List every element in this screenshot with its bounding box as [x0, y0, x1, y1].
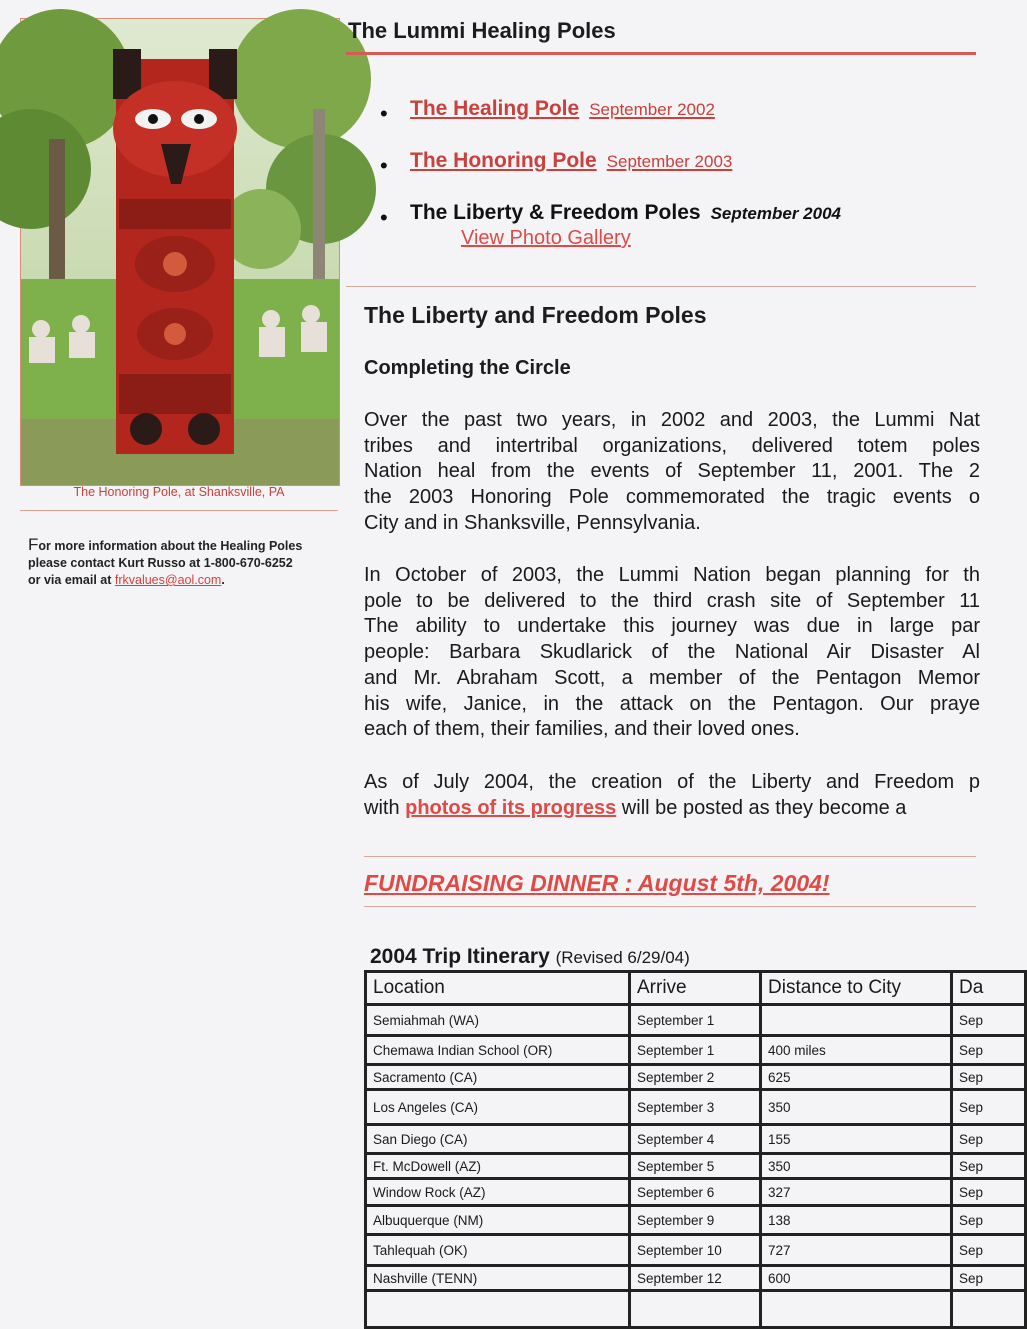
table-cell: Window Rock (AZ) [366, 1179, 630, 1206]
table-row [366, 1090, 1026, 1125]
divider [346, 286, 976, 287]
paragraph-line: As of July 2004, the creation of the Liberty and Freedom p [364, 771, 980, 793]
table-cell: Sacramento (CA) [366, 1065, 630, 1090]
itinerary-heading: 2004 Trip Itinerary [370, 945, 550, 968]
table-cell: 625 [761, 1065, 952, 1090]
table-cell: September 9 [630, 1206, 761, 1235]
email-link[interactable]: frkvalues@aol.com [114, 573, 222, 587]
table-cell: Albuquerque (NM) [366, 1206, 630, 1235]
table-cell: 600 [761, 1266, 952, 1291]
table-cell: Sep [952, 1154, 1026, 1179]
divider [364, 856, 976, 857]
table-cell: Los Angeles (CA) [366, 1090, 630, 1125]
table-cell: September 6 [630, 1179, 761, 1206]
table-row [366, 1206, 1026, 1235]
bullet-icon: • [380, 101, 388, 126]
table-cell [366, 1291, 630, 1328]
paragraph-line: people: Barbara Skudlarick of the National Air Disaster Al [364, 641, 980, 664]
pole-title[interactable]: The Honoring Pole [410, 149, 597, 172]
table-cell: 155 [761, 1125, 952, 1154]
table-header-row [366, 972, 1026, 1005]
list-item-healing-pole[interactable] [380, 92, 980, 144]
contact-drop-cap: F [28, 535, 39, 554]
list-item-honoring-pole[interactable] [380, 144, 980, 196]
paragraph-line: his wife, Janice, in the attack on the Pentagon. Our praye [364, 692, 980, 715]
table-cell: 138 [761, 1206, 952, 1235]
column-header: Distance to City [761, 972, 952, 1005]
table-cell: 400 miles [761, 1036, 952, 1065]
pole-title[interactable]: The Healing Pole [410, 97, 580, 120]
pole-list [380, 92, 980, 248]
table-cell: Chemawa Indian School (OR) [366, 1036, 630, 1065]
table-cell: September 10 [630, 1235, 761, 1266]
paragraph-2 [364, 563, 980, 743]
liberty-freedom-title [410, 201, 841, 225]
table-row [366, 1036, 1026, 1065]
paragraph-1 [364, 408, 980, 537]
table-row [366, 1065, 1026, 1090]
table-cell: September 5 [630, 1154, 761, 1179]
table-cell: Sep [952, 1005, 1026, 1036]
paragraph-3 [364, 770, 980, 821]
pole-date[interactable]: September 2003 [606, 152, 733, 171]
healing-pole-link[interactable] [410, 97, 715, 121]
table-row [366, 1266, 1026, 1291]
bullet-icon: • [380, 153, 388, 178]
text-before-link: with [364, 796, 406, 819]
table-cell: Sep [952, 1206, 1026, 1235]
table-cell [761, 1291, 952, 1328]
table-cell: Sep [952, 1235, 1026, 1266]
pole-title: The Liberty & Freedom Poles [410, 201, 701, 224]
pole-date: September 2004 [710, 204, 841, 223]
view-photo-gallery-link[interactable]: View Photo Gallery [461, 227, 631, 249]
divider [20, 510, 338, 511]
totem-pole-image [21, 19, 339, 485]
table-cell: 327 [761, 1179, 952, 1206]
table-cell: Sep [952, 1036, 1026, 1065]
contact-info [28, 536, 338, 589]
table-cell: September 4 [630, 1125, 761, 1154]
table-cell: Sep [952, 1090, 1026, 1125]
paragraph-line: the 2003 Honoring Pole commemorated the tragic events o [364, 486, 980, 509]
itinerary-table [364, 970, 1027, 1329]
contact-text-2: please contact Kurt Russo at 1-800-670-6252 [28, 556, 293, 570]
title-divider [346, 52, 976, 55]
table-cell: 727 [761, 1235, 952, 1266]
table-cell [952, 1291, 1026, 1328]
paragraph-line: tribes and intertribal organizations, delivered totem poles [364, 434, 980, 457]
table-cell: September 1 [630, 1005, 761, 1036]
contact-text-4: . [221, 573, 225, 587]
contact-text-3: or via email at [28, 573, 115, 587]
table-row [366, 1125, 1026, 1154]
table-cell: 350 [761, 1154, 952, 1179]
section-subtitle: Completing the Circle [364, 357, 571, 379]
text-after-link: will be posted as they become a [616, 796, 907, 819]
table-cell: Nashville (TENN) [366, 1266, 630, 1291]
paragraph-line: In October of 2003, the Lummi Nation began planning for th [364, 564, 980, 586]
table-cell: September 12 [630, 1266, 761, 1291]
column-header: Location [366, 972, 630, 1005]
table-row [366, 1005, 1026, 1036]
contact-text-1: or more information about the Healing Poles [38, 539, 303, 553]
table-cell [630, 1291, 761, 1328]
bullet-icon: • [380, 205, 388, 230]
paragraph-line: Over the past two years, in 2002 and 2003, the Lummi Nat [364, 409, 980, 431]
column-header: Da [952, 972, 1026, 1005]
table-cell: Tahlequah (OK) [366, 1235, 630, 1266]
honoring-pole-photo [20, 18, 340, 486]
table-cell: Sep [952, 1125, 1026, 1154]
table-cell: September 3 [630, 1090, 761, 1125]
table-cell: Semiahmah (WA) [366, 1005, 630, 1036]
itinerary-revised: (Revised 6/29/04) [555, 948, 690, 967]
table-cell: San Diego (CA) [366, 1125, 630, 1154]
paragraph-line: Nation heal from the events of September 11, 2001. The 2 [364, 460, 980, 483]
table-cell: September 1 [630, 1036, 761, 1065]
paragraph-line: The ability to undertake this journey was due in large par [364, 615, 980, 638]
photos-of-progress-link[interactable]: photos of its progress [405, 796, 617, 819]
table-cell: Ft. McDowell (AZ) [366, 1154, 630, 1179]
photo-caption: The Honoring Pole, at Shanksville, PA [73, 485, 285, 499]
table-cell: Sep [952, 1065, 1026, 1090]
pole-date[interactable]: September 2002 [589, 100, 715, 119]
table-cell: Sep [952, 1179, 1026, 1206]
table-cell [761, 1005, 952, 1036]
itinerary-title [370, 945, 690, 969]
section-title: The Liberty and Freedom Poles [364, 302, 707, 328]
honoring-pole-link[interactable] [410, 149, 732, 173]
fundraising-dinner-link[interactable]: FUNDRAISING DINNER : August 5th, 2004! [364, 870, 830, 896]
divider [364, 906, 976, 907]
itinerary-table-wrapper [364, 970, 984, 1300]
paragraph-line: and Mr. Abraham Scott, a member of the Pentagon Memor [364, 666, 980, 689]
table-row [366, 1179, 1026, 1206]
page-title: The Lummi Healing Poles [348, 18, 616, 43]
table-row [366, 1154, 1026, 1179]
paragraph-line [364, 796, 980, 822]
table-row [366, 1235, 1026, 1266]
paragraph-line: pole to be delivered to the third crash site of September 11 [364, 589, 980, 612]
table-cell: Sep [952, 1266, 1026, 1291]
table-row [366, 1291, 1026, 1328]
paragraph-line: each of them, their families, and their loved ones. [364, 718, 800, 741]
paragraph-line: City and in Shanksville, Pennsylvania. [364, 511, 701, 534]
column-header: Arrive [630, 972, 761, 1005]
table-cell: 350 [761, 1090, 952, 1125]
table-cell: September 2 [630, 1065, 761, 1090]
itinerary-table-body [366, 1005, 1026, 1328]
